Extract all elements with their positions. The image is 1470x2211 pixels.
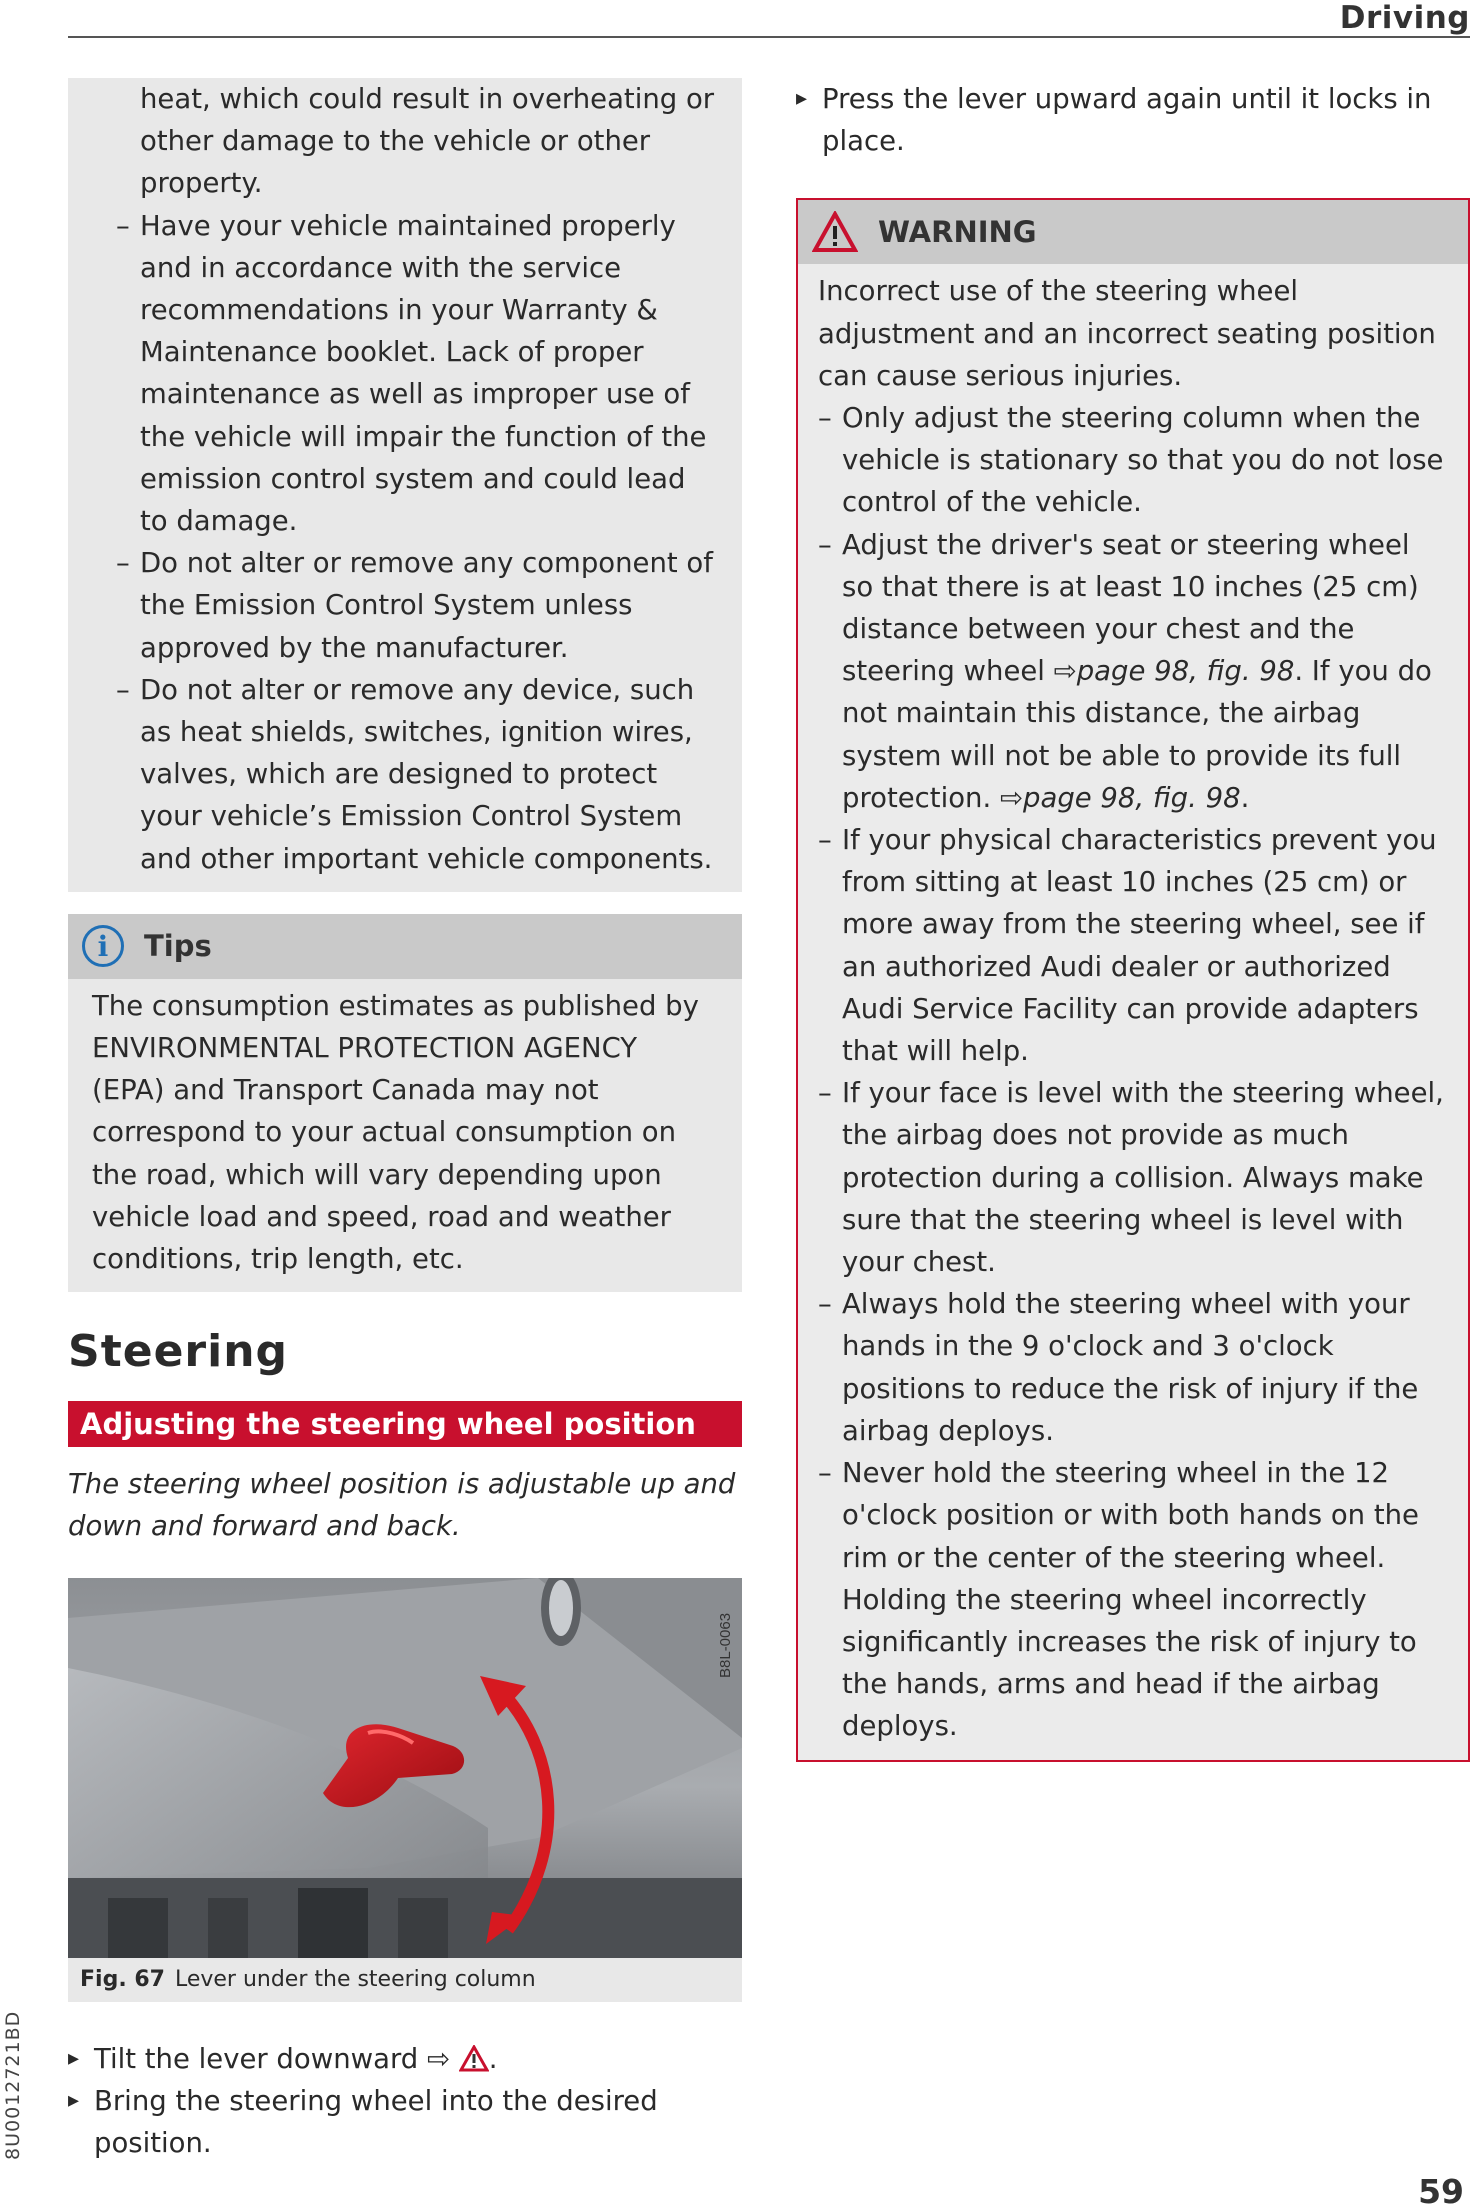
header-rule <box>68 36 1470 38</box>
warning-triangle-icon[interactable] <box>459 2045 489 2072</box>
ref-arrow[interactable]: ⇨ <box>427 2042 451 2075</box>
intro-text: The steering wheel position is adjustable up and down and forward and back. <box>68 1468 736 1543</box>
tips-title: Tips <box>144 929 212 964</box>
warning-item: – If your physical characteristics prevent you from sitting at least 10 inches (25 cm) or more away from the steering wheel, see if an authorized Audi dealer or authorized Audi Service Facility can provide adapters that will help. <box>818 819 1448 1072</box>
note-item: – Have your vehicle maintained properly and in accordance with the service recommendations in your Warranty & Maintenance booklet. Lack of proper maintenance as well as improper use of the vehicle will impair the function of the emission control system and could lead to damage. <box>92 205 718 543</box>
step-text: Tilt the lever downward <box>94 2042 427 2075</box>
section-title: Steering <box>68 1326 289 1378</box>
subsection-title-bar: Adjusting the steering wheel position <box>68 1401 742 1447</box>
warning-item: – Only adjust the steering column when the vehicle is stationary so that you do not lose control of the vehicle. <box>818 397 1448 524</box>
page-reference-link[interactable]: ⇨page 98, fig. 98 <box>1053 655 1295 688</box>
left-column <box>68 78 742 2164</box>
note-item: – Do not alter or remove any component of the Emission Control System unless approved by the manufacturer. <box>92 542 718 669</box>
warning-text: Adjust the driver's seat or steering wheel so that there is at least 10 inches (25 cm) distance between your chest and the steering wheel <box>842 528 1419 688</box>
warning-item <box>818 524 1448 819</box>
side-document-code: 8U0012721BD <box>2 2010 24 2160</box>
warning-item: – If your face is level with the steering wheel, the airbag does not provide as much protection during a collision. Always make sure that the steering wheel is level with your chest. <box>818 1072 1448 1283</box>
header-section-title: Driving <box>1339 0 1470 36</box>
warning-title: WARNING <box>878 215 1037 250</box>
page-number: 59 <box>1418 2172 1464 2211</box>
warning-body <box>798 264 1468 1747</box>
step-item: ▸ Bring the steering wheel into the desired position. <box>68 2080 742 2164</box>
page-reference-link[interactable]: ⇨page 98, fig. 98 <box>999 781 1241 814</box>
step-item: ▸ Press the lever upward again until it locks in place. <box>796 78 1470 162</box>
warning-item: – Never hold the steering wheel in the 12 o'clock position or with both hands on the rim or the center of the steering wheel. Holding the steering wheel incorrectly significantly increases the risk of injury to the hands, arms and head if the airbag deploys. <box>818 1452 1448 1747</box>
warning-text: . If you do not maintain this distance, the airbag system will not be able to provide its full protection. <box>842 655 1432 814</box>
warning-intro: Incorrect use of the steering wheel adjustment and an incorrect seating position can cause serious injuries. <box>818 275 1436 392</box>
figure-code: B8L-0063 <box>717 1612 734 1678</box>
warning-item: – Always hold the steering wheel with your hands in the 9 o'clock and 3 o'clock positions to reduce the risk of injury if the airbag deploys. <box>818 1283 1448 1452</box>
warning-triangle-icon <box>812 211 858 253</box>
tips-header <box>68 914 742 979</box>
steps-list <box>68 2038 742 2165</box>
figure-caption <box>68 1958 742 2002</box>
info-icon: i <box>82 925 124 967</box>
figure-67 <box>68 1578 742 2002</box>
note-item: – Do not alter or remove any device, such as heat shields, switches, ignition wires, valves, which are designed to protect your vehicle’s Emission Control System and other important vehicle components. <box>92 669 718 880</box>
warning-header <box>798 200 1468 264</box>
warning-text: . <box>1240 781 1250 814</box>
step-item: ▸ Tilt the lever downward ⇨ . <box>68 2038 742 2080</box>
continued-text: heat, which could result in overheating or other damage to the vehicle or other property. <box>140 83 715 200</box>
warning-box <box>796 198 1470 1761</box>
figure-caption-text: Lever under the steering column <box>174 1966 536 1992</box>
tips-body: The consumption estimates as published by ENVIRONMENTAL PROTECTION AGENCY (EPA) and Transport Canada may not correspond to your actual consumption on the road, which will vary depending upon vehicle load and speed, road and weather conditions, trip length, etc. <box>92 989 699 1276</box>
right-column <box>796 78 1470 1762</box>
continued-note-box <box>68 78 742 892</box>
steering-lever-illustration <box>68 1578 742 1958</box>
figure-caption-label: Fig. 67 <box>80 1966 165 1992</box>
tips-box <box>68 914 742 1292</box>
